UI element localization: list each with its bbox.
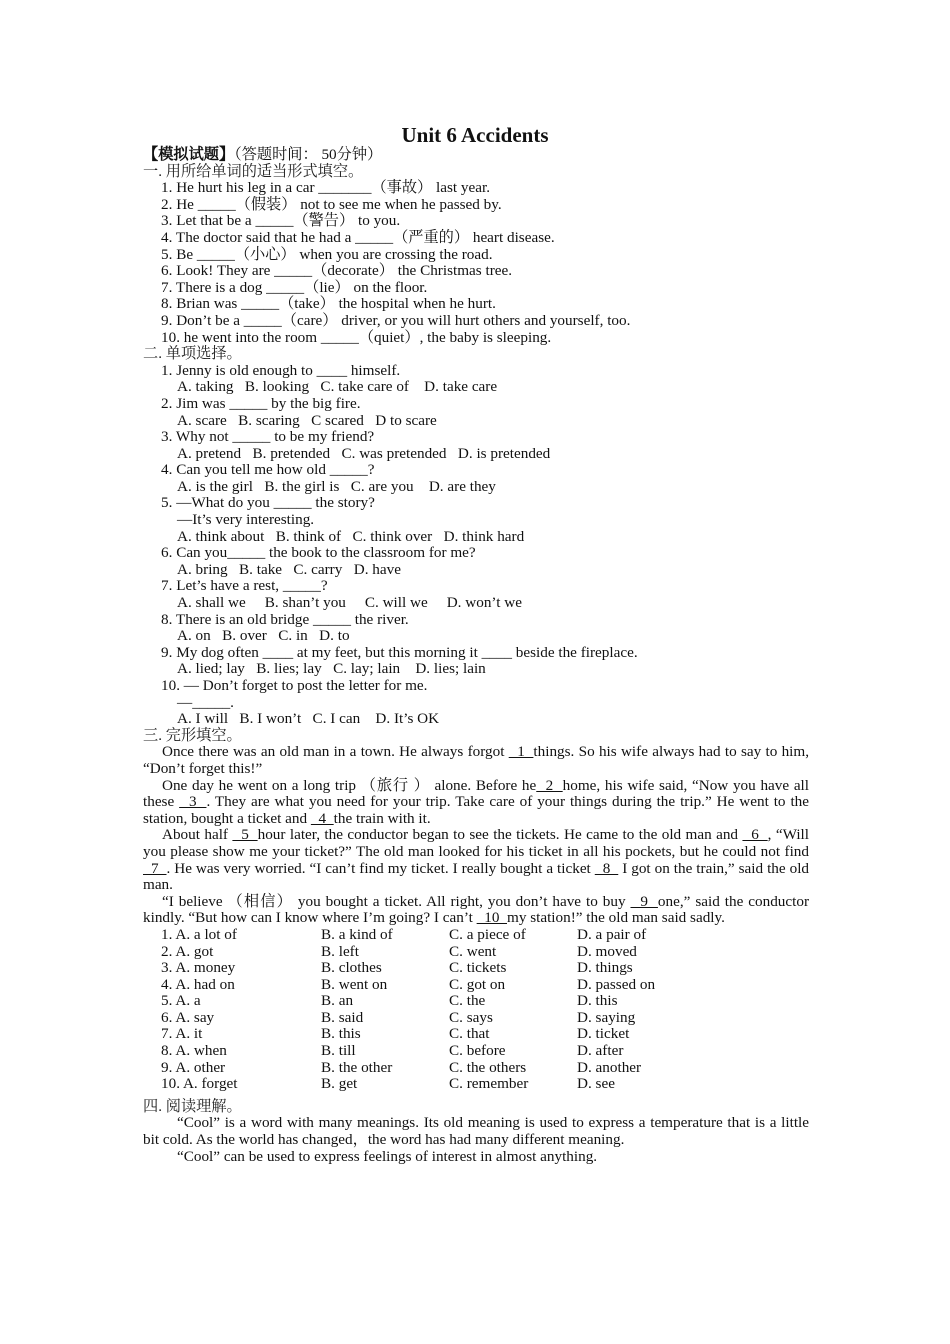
section-1-heading: 一. 用所给单词的适当形式填空。: [143, 162, 364, 180]
cloze-blank: 2: [536, 776, 563, 794]
fill-blank-item: 1. He hurt his leg in a car _______（事故） last year.: [161, 179, 490, 197]
cloze-option: 4. A. had on: [161, 975, 235, 993]
cloze-option-row: [143, 944, 809, 961]
section-3-heading: 三. 完形填空。: [143, 726, 242, 744]
cloze-text: . They are what you need for your trip. Take care of your things during the trip.” He went to the station, bought a ticket and: [143, 793, 810, 827]
cloze-option: D. saying: [577, 1008, 636, 1026]
cloze-text: things. So his wife always had to say to him, “Don’t forget this!”: [143, 743, 810, 777]
cloze-option: C. got on: [449, 975, 506, 993]
cloze-option: D. a pair of: [577, 925, 647, 943]
fill-blank-item: 2. He _____（假装） not to see me when he passed by.: [161, 195, 502, 213]
cloze-option: C. went: [449, 942, 497, 960]
cloze-option: 8. A. when: [161, 1042, 227, 1060]
cloze-text: Once there was an old man in a town. He always forgot: [162, 743, 509, 761]
cloze-text: “I believe （相信） you bought a ticket. All right, you don’t have to buy: [162, 892, 631, 910]
cloze-blank: 7: [143, 859, 167, 877]
choice-question: 7. Let’s have a rest, _____?: [161, 577, 328, 595]
cloze-text: hour later, the conductor began to see the tickets. He came to the old man and: [257, 826, 743, 844]
choice-options: A. on B. over C. in D. to: [177, 627, 350, 645]
cloze-option-row: [143, 927, 809, 944]
cloze-option: 9. A. other: [161, 1058, 226, 1076]
fill-blank-item: 3. Let that be a _____（警告） to you.: [161, 212, 401, 230]
cloze-option: B. a kind of: [321, 925, 393, 943]
choice-question: 4. Can you tell me how old _____?: [161, 461, 375, 479]
section-1-list: [143, 180, 809, 346]
cloze-option: D. moved: [577, 942, 637, 960]
exam-time-note: （答题时间： 50分钟）: [234, 146, 383, 163]
choice-question: 6. Can you_____ the book to the classroom for me?: [161, 544, 476, 562]
section-2-heading: 二. 单项选择。: [143, 345, 242, 363]
cloze-text: my station!” the old man said sadly.: [507, 909, 725, 927]
fill-blank-item: 4. The doctor said that he had a _____（严重的） heart disease.: [161, 228, 555, 246]
cloze-option: B. till: [321, 1042, 356, 1060]
cloze-option: B. went on: [321, 975, 388, 993]
cloze-blank: 1: [508, 743, 534, 761]
cloze-blank: 5: [232, 826, 258, 844]
cloze-option: D. see: [577, 1075, 615, 1093]
cloze-option-row: [143, 1060, 809, 1077]
cloze-blank: 3: [179, 793, 207, 811]
cloze-option: C. the: [449, 992, 486, 1010]
cloze-blank: 4: [310, 809, 334, 827]
cloze-option: D. things: [577, 959, 633, 977]
cloze-option: D. passed on: [577, 975, 656, 993]
choice-options: —_____.: [177, 693, 234, 711]
choice-options: A. bring B. take C. carry D. have: [177, 560, 401, 578]
cloze-option: D. this: [577, 992, 618, 1010]
cloze-blank: 8: [594, 859, 619, 877]
choice-options: —It’s very interesting.: [177, 511, 315, 529]
fill-blank-item: 8. Brian was _____（take） the hospital when he hurt.: [161, 295, 496, 313]
fill-blank-item: 10. he went into the room _____（quiet）, the baby is sleeping.: [161, 328, 552, 346]
cloze-option: D. ticket: [577, 1025, 630, 1043]
cloze-option: D. another: [577, 1058, 642, 1076]
cloze-option: C. the others: [449, 1058, 527, 1076]
cloze-options: [143, 927, 809, 1093]
cloze-option: B. the other: [321, 1058, 393, 1076]
cloze-option: C. a piece of: [449, 925, 526, 943]
cloze-option: 3. A. money: [161, 959, 236, 977]
cloze-paragraph-4: [143, 894, 809, 927]
choice-options: A. think about B. think of C. think over D. think hard: [177, 527, 525, 545]
cloze-text: One day he went on a long trip （旅行 ） alone. Before he: [162, 776, 537, 794]
cloze-text: , “Will you please show me your ticket?” The old man looked for his ticket in all his pockets, but he could not find: [143, 826, 809, 860]
cloze-text: one,” said the conductor kindly. “But how can I know where I’m going? I can’t: [143, 892, 809, 927]
document-body: [143, 147, 809, 1165]
cloze-option: C. says: [449, 1008, 493, 1026]
choice-options: A. lied; lay B. lies; lay C. lay; lain D. lies; lain: [177, 660, 486, 678]
reading-paragraph-1: “Cool” is a word with many meanings. Its old meaning is used to express a temperature that is a little bit cold. As the world has changed，the word has had many different meaning.: [143, 1114, 809, 1149]
cloze-text: the train with it.: [333, 809, 431, 827]
cloze-blank: 10: [476, 909, 507, 927]
choice-question: 10. — Don’t forget to post the letter for me.: [161, 677, 428, 694]
cloze-paragraph-1: [143, 744, 809, 777]
document-title: Unit 6 Accidents: [401, 123, 549, 147]
choice-question: 3. Why not _____ to be my friend?: [161, 428, 375, 446]
cloze-option: 2. A. got: [161, 942, 214, 960]
choice-question: 8. There is an old bridge _____ the river.: [161, 610, 409, 628]
cloze-option: C. remember: [449, 1075, 529, 1093]
cloze-option: B. this: [321, 1025, 361, 1043]
cloze-option: B. get: [321, 1075, 358, 1093]
cloze-option-row: [143, 960, 809, 977]
cloze-option-row: [143, 1043, 809, 1060]
reading-paragraph-2: “Cool” can be used to express feelings of interest in almost anything.: [177, 1147, 598, 1165]
cloze-option-row: [143, 977, 809, 994]
choice-question: 1. Jenny is old enough to ____ himself.: [161, 361, 401, 379]
choice-options: A. I will B. I won’t C. I can D. It’s OK: [177, 710, 440, 728]
choice-question: 5. —What do you _____ the story?: [161, 494, 375, 512]
cloze-option-row: [143, 993, 809, 1010]
exam-header: [143, 147, 809, 164]
cloze-option: 1. A. a lot of: [161, 925, 237, 943]
cloze-option: B. left: [321, 942, 359, 960]
cloze-paragraph-2: [143, 778, 809, 828]
cloze-text: About half: [162, 826, 233, 844]
cloze-option: 6. A. say: [161, 1008, 215, 1026]
fill-blank-item: 6. Look! They are _____（decorate） the Christmas tree.: [161, 262, 513, 280]
choice-options: A. pretend B. pretended C. was pretended D. is pretended: [177, 444, 551, 462]
cloze-option: 7. A. it: [161, 1025, 203, 1043]
cloze-option: D. after: [577, 1042, 624, 1060]
fill-blank-item: 9. Don’t be a _____（care） driver, or you will hurt others and yourself, too.: [161, 311, 631, 329]
choice-question: 9. My dog often ____ at my feet, but this morning it ____ beside the fireplace.: [161, 643, 638, 661]
cloze-paragraph-3: [143, 827, 809, 893]
cloze-option: 5. A. a: [161, 992, 201, 1010]
cloze-text: . He was very worried. “I can’t find my ticket. I really bought a ticket: [166, 859, 595, 877]
cloze-option: B. clothes: [321, 959, 382, 977]
fill-blank-item: 5. Be _____（小心） when you are crossing the road.: [161, 245, 493, 263]
fill-blank-item: 7. There is a dog _____（lie） on the floor.: [161, 278, 428, 296]
cloze-option-row: [143, 1010, 809, 1027]
cloze-option: B. said: [321, 1008, 364, 1026]
cloze-option: C. that: [449, 1025, 490, 1043]
cloze-text: I got on the train,” said the old man.: [143, 859, 810, 894]
cloze-blank: 9: [630, 892, 658, 910]
choice-options: A. shall we B. shan’t you C. will we D. won’t we: [177, 594, 522, 612]
exam-label: 【模拟试题】: [143, 146, 235, 163]
section-2-list: [143, 363, 809, 728]
choice-options: A. taking B. looking C. take care of D. take care: [177, 378, 498, 396]
choice-options: A. scare B. scaring C scared D to scare: [177, 411, 437, 429]
section-4-heading: 四. 阅读理解。: [143, 1097, 242, 1115]
cloze-option: B. an: [321, 992, 354, 1010]
choice-options: A. is the girl B. the girl is C. are you D. are they: [177, 477, 496, 495]
cloze-option: C. before: [449, 1042, 506, 1060]
cloze-option: C. tickets: [449, 959, 507, 977]
cloze-option-row: [143, 1026, 809, 1043]
choice-question: 2. Jim was _____ by the big fire.: [161, 394, 361, 412]
cloze-blank: 6: [742, 826, 768, 844]
cloze-option: 10. A. forget: [161, 1075, 238, 1093]
cloze-text: home, his wife said, “Now you have all these: [143, 776, 810, 811]
cloze-option-row: [143, 1076, 809, 1093]
